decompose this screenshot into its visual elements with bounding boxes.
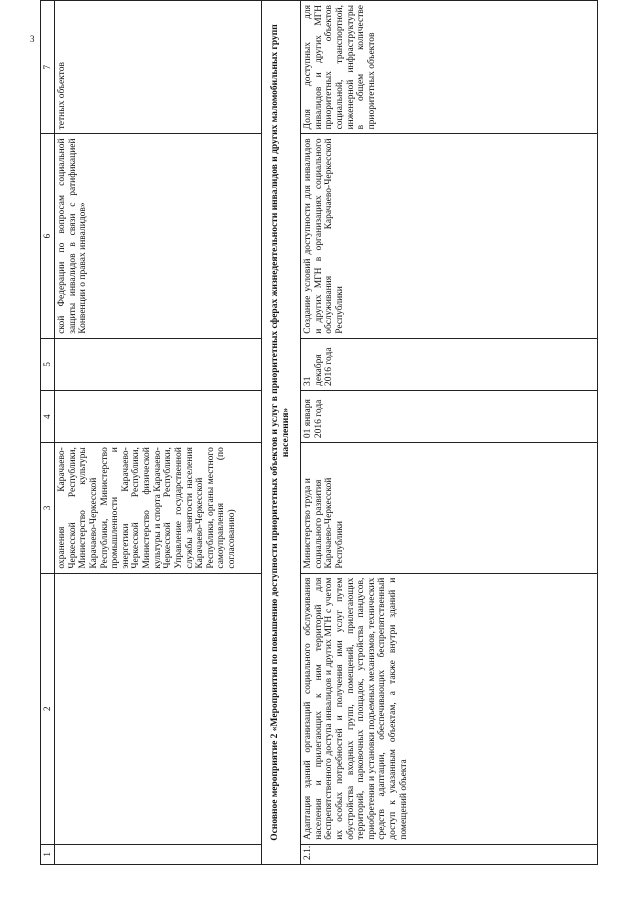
executor-cell: охранения Карачаево-Черкесской Республики, Министерство культуры Карачаево-Черкесской Республики, Министерство промышленности и энергетики Карачаево-Черкесской Республики, Министерство физической культуры и спорта Карачаево-Черкесской Республики, Управление государственной службы занятости населения Карачаево-Черкесской Республики, органы местного самоуправления (по согласованию): [55, 443, 262, 573]
page-number: 3: [30, 34, 35, 44]
rotated-page: [40, 0, 640, 865]
start-date-cell: 01 января 2016 года: [301, 390, 598, 442]
indicator-cell: Доля доступных для инвалидов и других МГН приоритетных объектов социальной, транспортной, инженерной инфраструктуры в общем количестве приоритетных объектов: [301, 1, 598, 134]
row-number-cell: 2.1.: [301, 844, 598, 864]
section-row: [262, 1, 301, 865]
column-number: 1: [41, 844, 55, 864]
end-date-cell: 31 декабря 2016 года: [301, 338, 598, 390]
end-date-cell: [55, 338, 262, 390]
column-number: 2: [41, 573, 55, 844]
column-number: 3: [41, 443, 55, 573]
result-cell: ской Федерации по вопросам социальной защиты инвалидов в связи с ратификацией Конвенции о правах инвалидов»: [55, 134, 262, 338]
indicator-cell: тетных объектов: [55, 1, 262, 134]
executor-cell: Министерство труда и социального развития Карачаево-Черкесской Республики: [301, 443, 598, 573]
activities-table: [40, 0, 598, 865]
column-number: 5: [41, 338, 55, 390]
column-number: 6: [41, 134, 55, 338]
column-number: 4: [41, 390, 55, 442]
activity-cell: Адаптация зданий организаций социального обслуживания населения и прилегающих к ним территорий для беспрепятственного доступа инвалидов и других МГН с учетом их особых потребностей и получения ими услуг путем обустройства входных групп, помещений, прилегающих территорий, парковочных площадок, устройства пандусов, приобретения и установки подъемных механизмов, технических средств адаптации, обеспечивающих беспрепятственный доступ к указанным объектам, а также внутри зданий и помещений объекта: [301, 573, 598, 844]
table-row: [301, 1, 598, 865]
activity-cell: [55, 573, 262, 844]
column-number-row: [41, 1, 55, 865]
start-date-cell: [55, 390, 262, 442]
section-title: Основное мероприятие 2 «Мероприятия по повышению доступности приоритетных объектов и услуг в приоритетных сферах жизнедеятельности инвалидов и других маломобильных групп населения»: [262, 1, 301, 865]
continuation-row: [55, 1, 262, 865]
result-cell: Создание условий доступности для инвалидов и других МГН в организациях социального обслуживания Карачаево-Черкесской Республики: [301, 134, 598, 338]
column-number: 7: [41, 1, 55, 134]
row-number-cell: [55, 844, 262, 864]
